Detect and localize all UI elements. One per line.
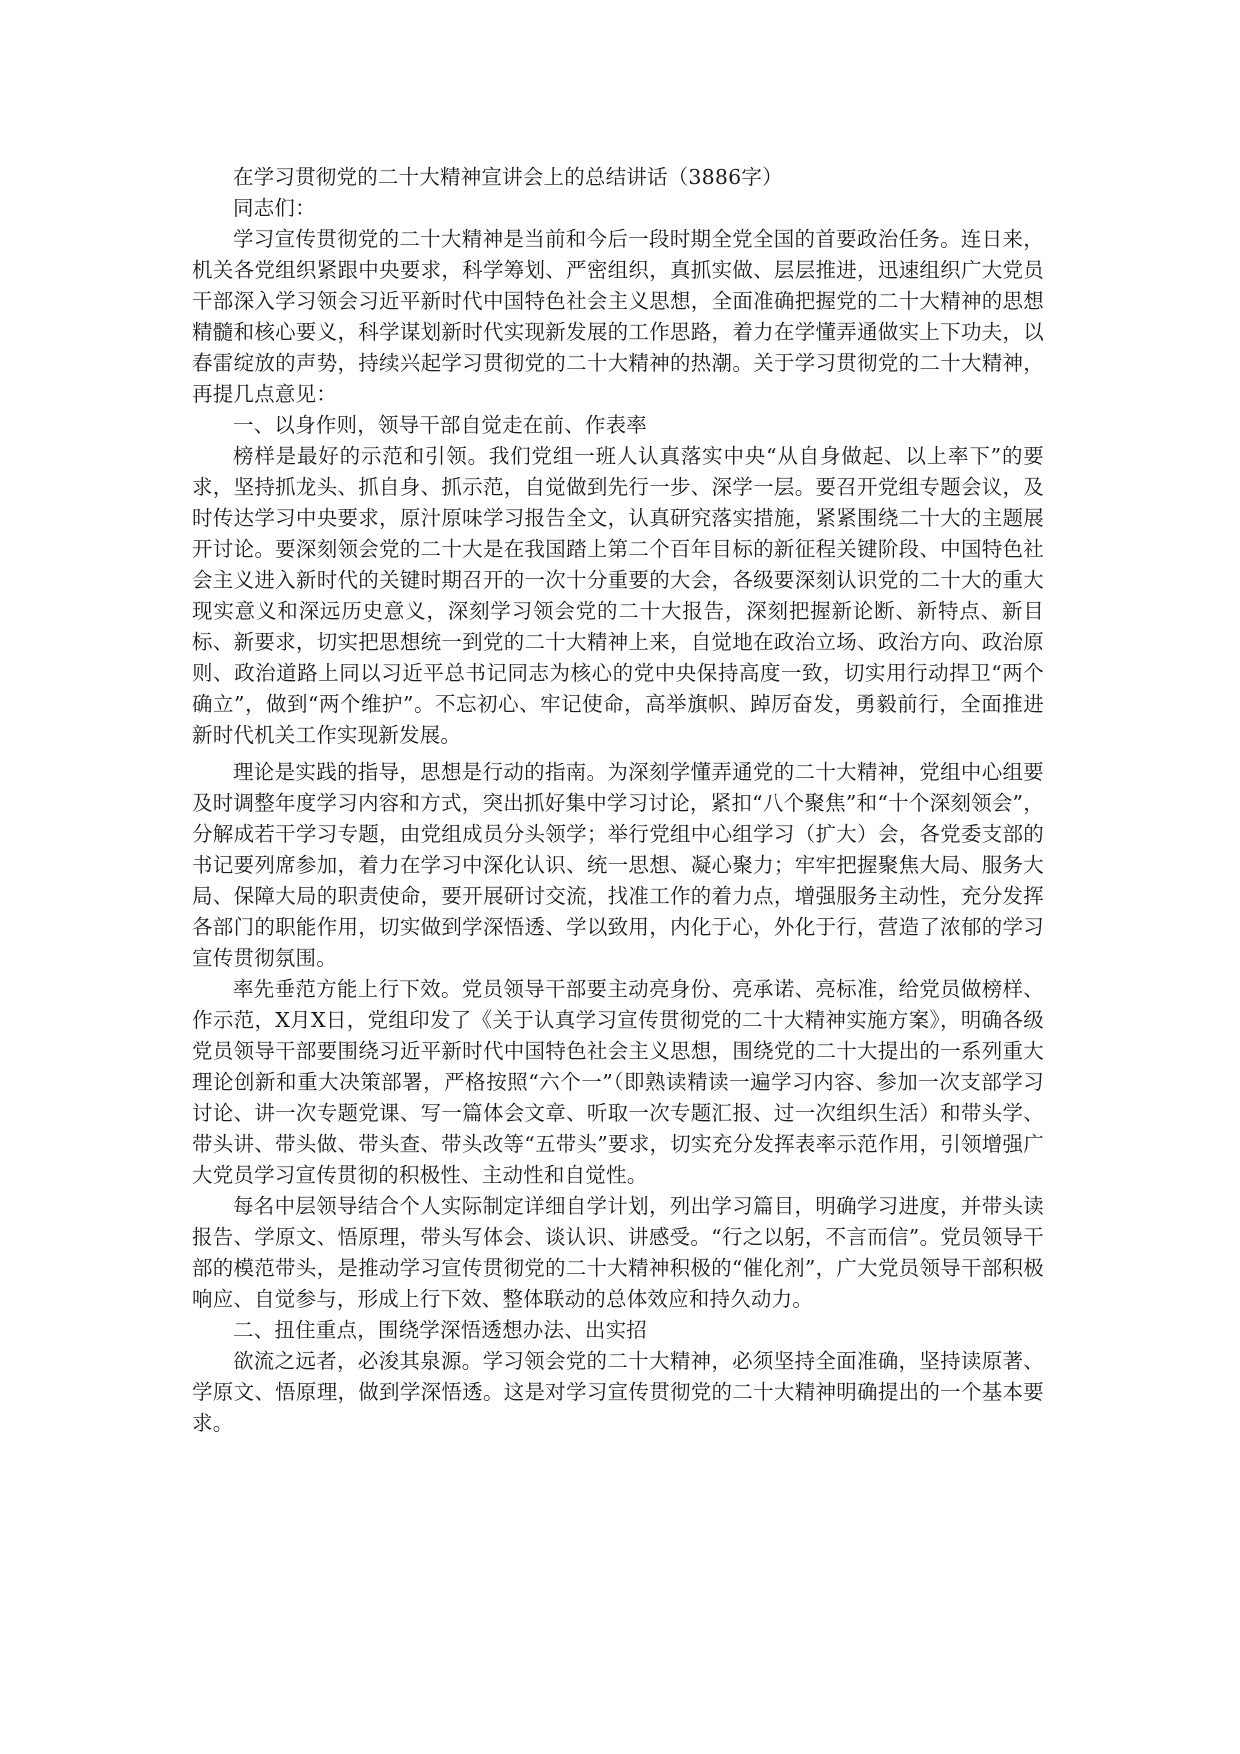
intro-paragraph: 学习宣传贯彻党的二十大精神是当前和今后一段时期全党全国的首要政治任务。连日来，机关各党组织紧跟中央要求，科学筹划、严密组织，真抓实做、层层推进，迅速组织广大党员干部深入学习领会习近平新时代中国特色社会主义思想，全面准确把握党的二十大精神的思想精髓和核心要义，科学谋划新时代实现新发展的工作思路，着力在学懂弄通做实上下功夫，以春雷绽放的声势，持续兴起学习贯彻党的二十大精神的热潮。关于学习贯彻党的二十大精神，再提几点意见： bbox=[192, 227, 1044, 406]
section-1-paragraph-3: 率先垂范方能上行下效。党员领导干部要主动亮身份、亮承诺、亮标准，给党员做榜样、作示范，X月X日，党组印发了《关于认真学习宣传贯彻党的二十大精神实施方案》，明确各级党员领导干部要围绕习近平新时代中国特色社会主义思想，围绕党的二十大提出的一系列重大理论创新和重大决策部署，严格按照“六个一”（即熟读精读一遍学习内容、参加一次支部学习讨论、讲一次专题党课、写一篇体会文章、听取一次专题汇报、过一次组织生活）和带头学、带头讲、带头做、带头查、带头改等“五带头”要求，切实充分发挥表率示范作用，引领增强广大党员学习宣传贯彻的积极性、主动性和自觉性。 bbox=[192, 977, 1044, 1187]
document-body bbox=[192, 162, 1044, 1439]
section-2-heading: 二、扭住重点，围绕学深悟透想办法、出实招 bbox=[233, 1318, 647, 1342]
section-1-paragraph-2: 理论是实践的指导，思想是行动的指南。为深刻学懂弄通党的二十大精神，党组中心组要及时调整年度学习内容和方式，突出抓好集中学习讨论，紧扣“八个聚焦”和“十个深刻领会”，分解成若干学习专题，由党组成员分头领学；举行党组中心组学习（扩大）会，各党委支部的书记要列席参加，着力在学习中深化认识、统一思想、凝心聚力；牢牢把握聚焦大局、服务大局、保障大局的职责使命，要开展研讨交流，找准工作的着力点，增强服务主动性，充分发挥各部门的职能作用，切实做到学深悟透、学以致用，内化于心，外化于行，营造了浓郁的学习宣传贯彻氛围。 bbox=[192, 760, 1044, 970]
section-1-paragraph-1: 榜样是最好的示范和引领。我们党组一班人认真落实中央“从自身做起、以上率下”的要求，坚持抓龙头、抓自身、抓示范，自觉做到先行一步、深学一层。要召开党组专题会议，及时传达学习中央要求，原汁原味学习报告全文，认真研究落实措施，紧紧围绕二十大的主题展开讨论。要深刻领会党的二十大是在我国踏上第二个百年目标的新征程关键阶段、中国特色社会主义进入新时代的关键时期召开的一次十分重要的大会，各级要深刻认识党的二十大的重大现实意义和深远历史意义，深刻学习领会党的二十大报告，深刻把握新论断、新特点、新目标、新要求，切实把思想统一到党的二十大精神上来，自觉地在政治立场、政治方向、政治原则、政治道路上同以习近平总书记同志为核心的党中央保持高度一致，切实用行动捍卫“两个确立”，做到“两个维护”。不忘初心、牢记使命，高举旗帜、踔厉奋发，勇毅前行，全面推进新时代机关工作实现新发展。 bbox=[192, 444, 1044, 747]
section-1-paragraph-4: 每名中层领导结合个人实际制定详细自学计划，列出学习篇目，明确学习进度，并带头读报告、学原文、悟原理，带头写体会、谈认识、讲感受。“行之以躬，不言而信”。党员领导干部的模范带头，是推动学习宣传贯彻党的二十大精神积极的“催化剂”，广大党员领导干部积极响应、自觉参与，形成上行下效、整体联动的总体效应和持久动力。 bbox=[192, 1194, 1044, 1311]
section-2-paragraph-1: 欲流之远者，必浚其泉源。学习领会党的二十大精神，必须坚持全面准确，坚持读原著、学原文、悟原理，做到学深悟透。这是对学习宣传贯彻党的二十大精神明确提出的一个基本要求。 bbox=[192, 1349, 1044, 1435]
salutation: 同志们： bbox=[233, 196, 316, 220]
section-1-heading: 一、以身作则，领导干部自觉走在前、作表率 bbox=[233, 413, 647, 437]
document-title: 在学习贯彻党的二十大精神宣讲会上的总结讲话（3886字） bbox=[233, 165, 783, 189]
